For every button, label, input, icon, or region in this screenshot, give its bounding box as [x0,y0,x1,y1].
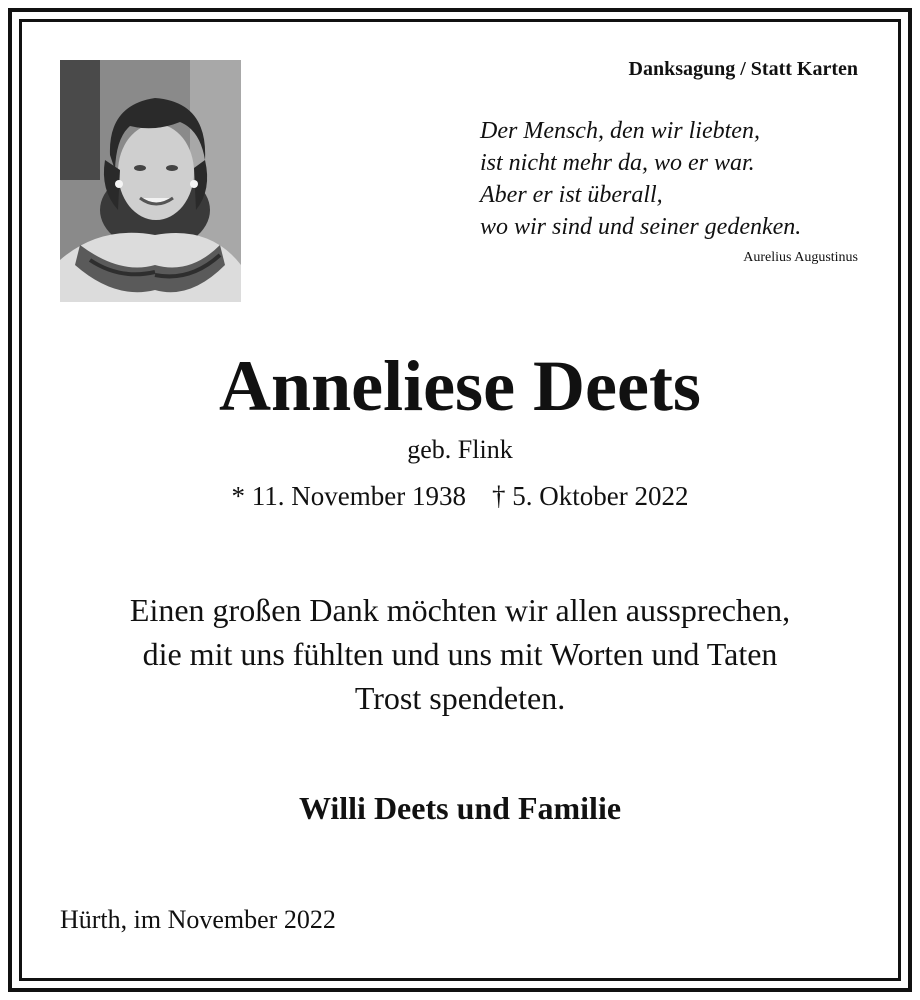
thanks-line: Einen großen Dank möchten wir allen aussprechen, [129,592,791,628]
thanks-line: Trost spendeten. [354,680,566,716]
quote-line: Aber er ist überall, [480,182,663,208]
death-date: † 5. Oktober 2022 [491,481,689,511]
portrait-photo [60,60,241,302]
header-label: Danksagung / Statt Karten [628,58,858,80]
deceased-name: Anneliese Deets [219,346,701,426]
quote-line: ist nicht mehr da, wo er war. [480,150,755,176]
birth-date: * 11. November 1938 [231,481,466,511]
thanks-text [0,588,920,720]
quote-line: Der Mensch, den wir liebten, [480,118,760,144]
birth-name: geb. Flink [407,435,513,464]
life-dates [0,479,920,513]
portrait-image [60,60,241,302]
place-date: Hürth, im November 2022 [60,905,336,934]
quote-line: wo wir sind und seiner gedenken. [480,214,802,240]
quote-author: Aurelius Augustinus [743,250,858,265]
thanks-line: die mit uns fühlten und uns mit Worten und Taten [142,636,778,672]
quote [480,115,880,243]
family-signature: Willi Deets und Familie [298,790,622,826]
